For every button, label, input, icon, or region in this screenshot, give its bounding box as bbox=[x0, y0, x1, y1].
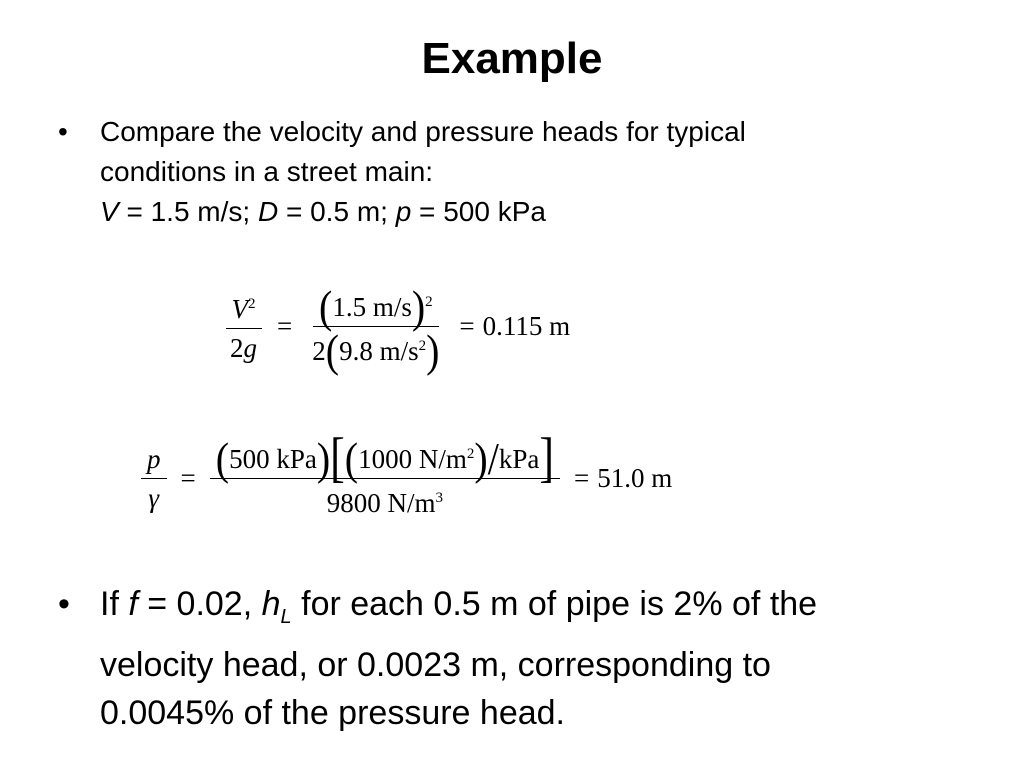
equals-sign: = bbox=[180, 462, 196, 493]
equals-sign: = bbox=[459, 310, 475, 341]
bullet-marker: • bbox=[58, 585, 70, 623]
bullet-text bbox=[100, 580, 817, 737]
lhs-p: p bbox=[147, 443, 161, 474]
bullet-head-loss bbox=[58, 580, 988, 737]
bullet-marker: • bbox=[58, 116, 68, 147]
bullet2-line1: If f = 0.02, $h_L$ for each 0.5 m of pipe is 2% of the bbox=[100, 585, 818, 628]
given-pressure-symbol: p bbox=[395, 196, 412, 227]
velocity-head-equation bbox=[218, 272, 570, 380]
bullet1-line2: conditions in a street main: bbox=[100, 156, 434, 187]
pressure-head-substitution: $\frac{(500 kPa)[(1000 N/m^2)/kPa]}{9800 N/m^3}$ bbox=[210, 435, 560, 522]
bullet2-line3: 0.0045% of the pressure head. bbox=[100, 693, 565, 732]
velocity-head-result: 0.115 m bbox=[482, 310, 571, 341]
bullet1-line1: Compare the velocity and pressure heads for typical bbox=[100, 116, 746, 147]
equals-sign: = bbox=[574, 462, 590, 493]
given-pressure-value: = 500 kPa bbox=[411, 196, 546, 227]
pressure-head-result: 51.0 m bbox=[597, 462, 673, 493]
velocity-head-lhs: $\frac{V^2}{2g}$ bbox=[224, 285, 263, 367]
head-loss-symbol: h bbox=[261, 585, 281, 623]
velocity-head-substitution: $\frac{(1.5 m/s)^2}{2(9.8 m/s^2)}$ bbox=[312, 280, 440, 376]
pressure-head-equation bbox=[135, 422, 672, 534]
equals-sign: = bbox=[277, 310, 293, 341]
lhs-v: V bbox=[231, 294, 248, 324]
bullet-text bbox=[100, 112, 746, 232]
lhs-gamma: γ bbox=[148, 482, 160, 513]
given-velocity-symbol: V bbox=[100, 196, 119, 227]
slide-title: Example bbox=[421, 34, 603, 83]
given-diameter-symbol: D bbox=[257, 196, 279, 227]
lhs-g: g bbox=[243, 333, 257, 363]
pressure-head-lhs bbox=[141, 440, 167, 517]
given-diameter-value: = 0.5 m; bbox=[278, 196, 396, 227]
friction-factor-symbol: f bbox=[128, 585, 138, 623]
bullet2-line2: velocity head, or 0.0023 m, corresponding to bbox=[100, 645, 771, 684]
bullet1-givens bbox=[100, 192, 746, 232]
given-velocity-value: = 1.5 m/s; bbox=[118, 196, 258, 227]
bullet-compare-heads bbox=[58, 112, 938, 232]
